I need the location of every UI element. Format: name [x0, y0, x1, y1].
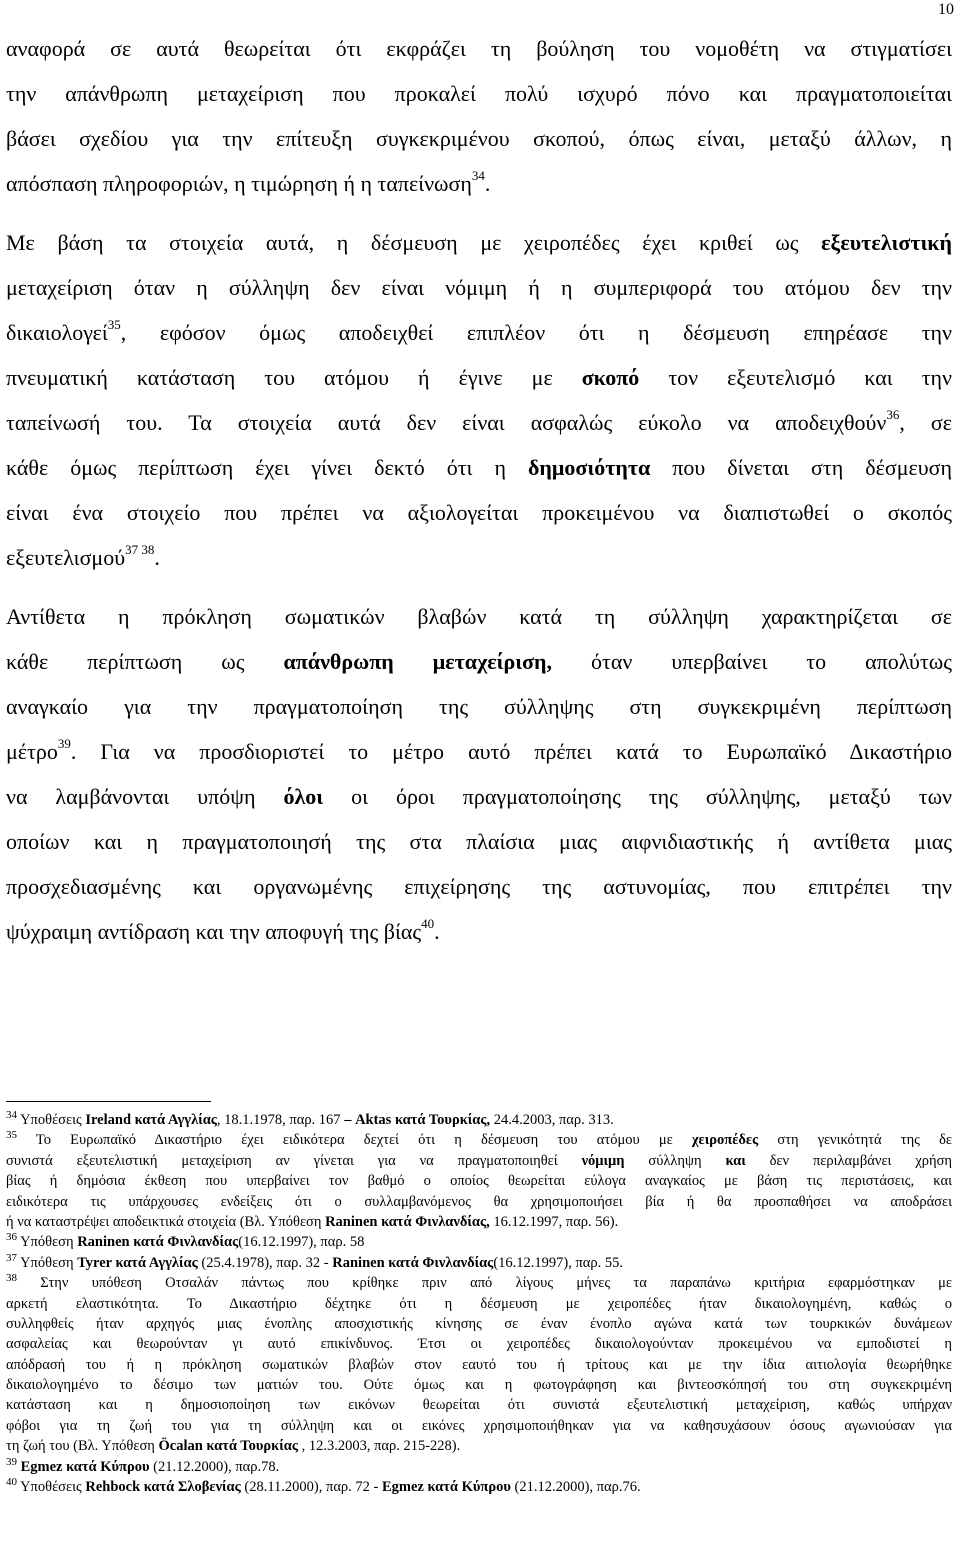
footnote-36: $^{36}$ Υπόθεση Raninen κατά Φινλανδίας(16.12.1997), παρ. 58: [6, 1231, 365, 1251]
footnote-line: απόδρασή του ή η πρόκληση σωματικών βλαβών στον εαυτό του ή τρίτους και με την ίδια αιτιολογία θεωρήθηκε: [6, 1356, 952, 1373]
footnote-38: $^{38}$ Στην υπόθεση Οτσαλάν πάντως που κρίθηκε πριν από λίγους μήνες τα παραπάνω κριτήρια εφαρμόστηκαν με: [6, 1272, 952, 1292]
footnote-separator: [6, 1101, 211, 1102]
footnote-line: ασφαλείας και θεωρούνταν γι αυτό επικίνδυνος. Έτσι οι χειροπέδες δικαιολογούνταν προκειμένου να εμποδιστεί η: [6, 1336, 952, 1353]
text-line: κάθε περίπτωση ως απάνθρωπη μεταχείριση, όταν υπερβαίνει το απολύτως: [6, 649, 952, 674]
text-line: εξευτελισμού$^{37 38}$.: [6, 541, 160, 570]
footnote-34: $^{34}$ Υποθέσεις Ireland κατά Αγγλίας, 18.1.1978, παρ. 167 – Aktas κατά Τουρκίας, 24.4.2003, παρ. 313.: [6, 1109, 614, 1128]
footnote-39: $^{39}$ Egmez κατά Κύπρου (21.12.2000), παρ.78.: [6, 1455, 280, 1475]
paragraph-3: [6, 594, 952, 954]
text-line: Αντίθετα η πρόκληση σωματικών βλαβών κατά τη σύλληψη χαρακτηρίζεται σε: [6, 604, 952, 629]
text-line: την απάνθρωπη μεταχείριση που προκαλεί πολύ ισχυρό πόνο και πραγματοποιείται: [6, 81, 952, 106]
text-line: απόσπαση πληροφοριών, η τιμώρηση ή η ταπείνωση$^{34}$.: [6, 167, 491, 196]
footnote-line: συνιστά εξευτελιστική μεταχείριση αν γίνεται για να πραγματοποιηθεί νόμιμη σύλληψη και δεν περιλαμβάνει χρήση: [6, 1152, 953, 1169]
text-line: προσχεδιασμένης και οργανωμένης επιχείρησης της αστυνομίας, που επιτρέπει την: [6, 874, 952, 899]
paragraph-1: [6, 26, 952, 206]
text-line: πνευματική κατάσταση του ατόμου ή έγινε με σκοπό τον εξευτελισμό και την: [6, 365, 952, 390]
footnote-line: ειδικότερα τις υπάρχουσες ενδείξεις ότι ο συλλαμβανόμενος θα χρησιμοποιήσει βία ή θα προσπαθήσει να αποδράσει: [6, 1193, 952, 1210]
text-line: να λαμβάνονται υπόψη όλοι οι όροι πραγματοποίησης της σύλληψης, μεταξύ των: [6, 784, 952, 809]
footnote-line: τη ζωή του (Βλ. Υπόθεση Öcalan κατά Τουρκίας , 12.3.2003, παρ. 215-228).: [6, 1438, 461, 1455]
footnotes: [6, 1110, 952, 1497]
page-number: 10: [938, 1, 954, 18]
footnote-ref: 34: [471, 167, 485, 183]
footnote-line: κατάσταση και η δημοσιοποίηση των εικόνων θεωρείται ότι συνιστά εξευτελιστική μεταχείριση, καθώς υπήρχαν: [6, 1397, 952, 1414]
footnote-37: $^{37}$ Υπόθεση Tyrer κατά Αγγλίας (25.4.1978), παρ. 32 - Raninen κατά Φινλανδίας(16.12.1997), παρ. 55.: [6, 1251, 623, 1271]
main-text: [6, 26, 952, 954]
footnote-line: βίας ή δημόσια έκθεση που υπερβαίνει τον βαθμό ο οποίος θεωρείται εύλογα αναγκαίος με βάση τις περιστάσεις, και: [6, 1173, 952, 1190]
text-line: ψύχραιμη αντίδραση και την αποφυγή της βίας$^{40}$.: [6, 915, 440, 944]
text-line: κάθε όμως περίπτωση έχει γίνει δεκτό ότι η δημοσιότητα που δίνεται στη δέσμευση: [6, 455, 953, 480]
text-line: μέτρο$^{39}$. Για να προσδιοριστεί το μέτρο αυτό πρέπει κατά το Ευρωπαϊκό Δικαστήριο: [6, 735, 952, 764]
text-line: Με βάση τα στοιχεία αυτά, η δέσμευση με χειροπέδες έχει κριθεί ως εξευτελιστική: [6, 230, 952, 255]
text-line: αναγκαίο για την πραγματοποίηση της σύλληψης στη συγκεκριμένη περίπτωση: [6, 694, 952, 719]
text-line: οποίων και η πραγματοποιησή της στα πλαίσια μιας αιφνιδιαστικής ή αντίθετα μιας: [6, 829, 952, 854]
footnote-ref: 40: [421, 915, 435, 931]
text-line: βάσει σχεδίου για την επίτευξη συγκεκριμένου σκοπού, όπως είναι, μεταξύ άλλων, η: [6, 126, 952, 151]
footnote-ref: 39: [57, 735, 71, 751]
text-line: ταπείνωσή του. Τα στοιχεία αυτά δεν είναι ασφαλώς εύκολο να αποδειχθούν$^{36}$, σε: [6, 406, 952, 435]
footnote-40: $^{40}$ Υποθέσεις Rehbock κατά Σλοβενίας (28.11.2000), παρ. 72 - Egmez κατά Κύπρου (21.12.2000), παρ.76.: [6, 1476, 641, 1496]
footnote-line: αρκετή ελαστικότητα. Το Δικαστήριο δέχτηκε ότι η δέσμευση με χειροπέδες ήταν δικαιολογημένη, καθώς ο: [6, 1295, 952, 1312]
footnote-line: ή να καταστρέψει αποδεικτικά στοιχεία (Βλ. Υπόθεση Raninen κατά Φινλανδίας, 16.12.1997, παρ. 56).: [6, 1213, 619, 1230]
text-line: είναι ένα στοιχείο που πρέπει να αξιολογείται προκειμένου να διαπιστωθεί ο σκοπός: [6, 500, 952, 525]
text-line: δικαιολογεί$^{35}$, εφόσον όμως αποδειχθεί επιπλέον ότι η δέσμευση επηρέασε την: [6, 316, 952, 345]
footnote-ref: 35: [107, 316, 121, 332]
text-line: μεταχείριση όταν η σύλληψη δεν είναι νόμιμη ή η συμπεριφορά του ατόμου δεν την: [6, 275, 952, 300]
footnote-ref: 36: [886, 406, 900, 422]
text-line: αναφορά σε αυτά θεωρείται ότι εκφράζει τη βούληση του νομοθέτη να στιγματίσει: [6, 36, 952, 61]
footnote-ref: 37 38: [125, 541, 155, 557]
footnote-line: φόβοι για τη ζωή του για τη σύλληψη και οι εικόνες χρησιμοποιήθηκαν για να καθησυχάσουν όσους αγωνιούσαν για: [6, 1417, 952, 1434]
footnote-35: $^{35}$ Το Ευρωπαϊκό Δικαστήριο έχει ειδικότερα δεχτεί ότι η δέσμευση του ατόμου με χειροπέδες στη γενικότητά της δε: [6, 1129, 952, 1149]
footnote-line: δικαιολογημένο το δέσιμο των ματιών του. Ούτε όμως και η φωτογράφηση και βιντεοσκόπησή του στη συγκεκριμένη: [6, 1377, 952, 1394]
paragraph-2: [6, 220, 952, 580]
footnote-line: συλληφθείς ήταν αρχηγός μιας ένοπλης αποσχιστικής κίνησης σε έναν ένοπλο αγώνα κατά των τουρκικών δυνάμεων: [6, 1315, 952, 1332]
